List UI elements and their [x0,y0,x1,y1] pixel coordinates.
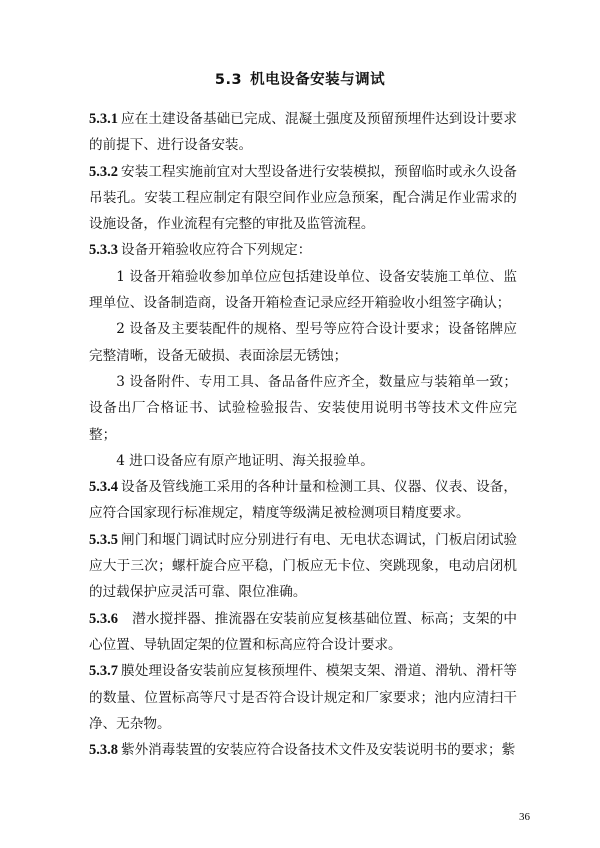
list-item: 4 进口设备应有原产地证明、海关报验单。 [116,452,374,469]
clause-number: 5.3.1 [89,111,118,127]
page-number: 36 [519,811,530,823]
section-number: 5.3 [214,72,243,88]
list-item: 2 设备及主要装配件的规格、型号等应符合设计要求；设备铭牌应完整清晰，设备无破损、表面涂层无锈蚀； [89,321,517,364]
list-item: 3 设备附件、专用工具、备品备件应齐全，数量应与装箱单一致；设备出厂合格证书、试验检验报告、安装使用说明书等技术文件应完整； [89,373,517,443]
clause-5-3-5 [89,527,517,606]
clause-number: 5.3.8 [89,742,118,759]
section-title-text: 机电设备安装与调试 [250,72,386,88]
clause-5-3-4 [89,474,517,527]
clause-number: 5.3.6 [89,610,118,627]
clause-text: 应在土建设备基础已完成、混凝土强度及预留预埋件达到设计要求的前提下、进行设备安装。 [89,111,517,154]
section-title [0,68,600,89]
clause-5-3-3 [89,237,517,263]
clause-5-3-1 [89,106,517,159]
clause-number: 5.3.3 [89,242,118,259]
clause-number: 5.3.4 [89,479,118,496]
clause-text: 膜处理设备安装前应复核预埋件、模架支架、滑道、滑轨、滑杆等的数量、位置标高等尺寸是否符合设计规定和厂家要求；池内应清扫干净、无杂物。 [89,663,517,732]
clause-text: 紫外消毒装置的安装应符合设备技术文件及安装说明书的要求；紫 [121,742,516,759]
clause-text: 闸门和堰门调试时应分别进行有电、无电状态调试，门板启闭试验应大于三次；螺杆旋合应平稳，门板应无卡位、突跳现象，电动启闭机的过载保护应灵活可靠、限位准确。 [89,531,517,601]
clause-5-3-2 [89,159,517,238]
clause-text: 设备开箱验收应符合下列规定： [121,242,312,259]
clause-5-3-6 [89,606,517,659]
clause-number: 5.3.2 [89,163,118,180]
clause-5-3-7 [89,658,517,737]
section-body [89,106,517,763]
clause-text: 潜水搅拌器、推流器在安装前应复核基础位置、标高；支架的中心位置、导轨固定架的位置和标高应符合设计要求。 [89,610,517,653]
list-item: 1 设备开箱验收参加单位应包括建设单位、设备安装施工单位、监理单位、设备制造商，设备开箱检查记录应经开箱验收小组签字确认； [89,268,517,312]
clause-5-3-8 [89,737,517,763]
clause-text: 安装工程实施前宜对大型设备进行安装模拟，预留临时或永久设备吊装孔。安装工程应制定有限空间作业应急预案，配合满足作业需求的设施设备，作业流程有完整的审批及监管流程。 [89,163,517,233]
clause-number: 5.3.7 [89,663,118,680]
clause-text: 设备及管线施工采用的各种计量和检测工具、仪器、仪表、设备，应符合国家现行标准规定，精度等级满足被检测项目精度要求。 [89,479,517,522]
clause-number: 5.3.5 [89,531,118,548]
